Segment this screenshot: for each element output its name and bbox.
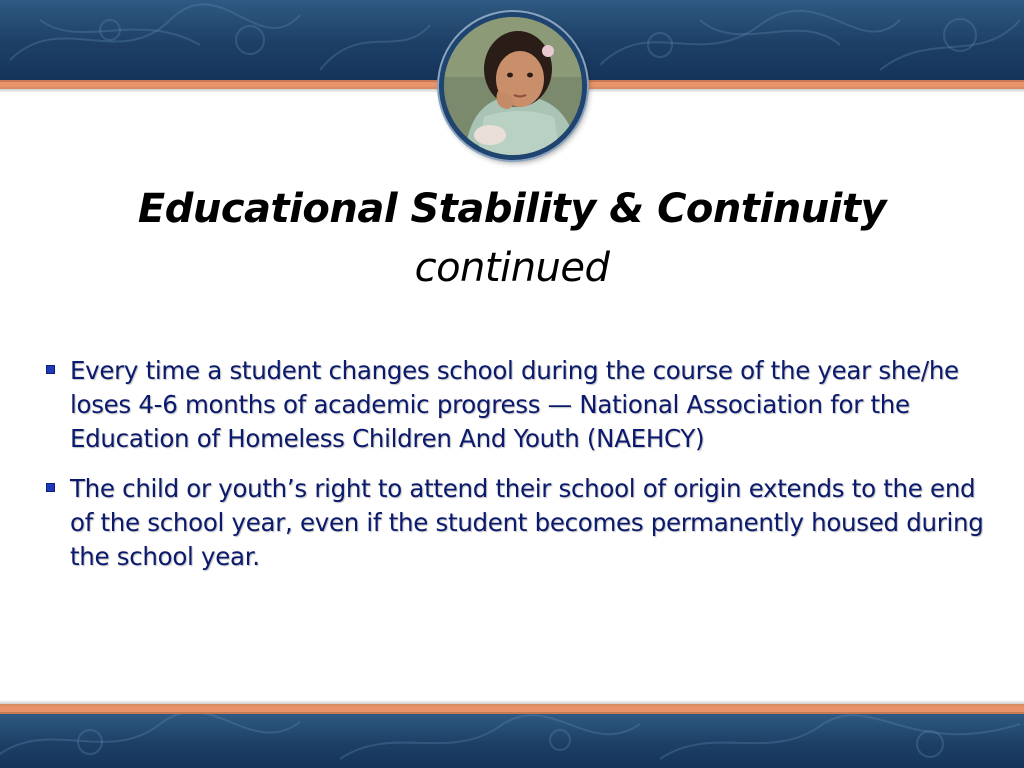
slide-title: Educational Stability & Continuity bbox=[137, 186, 887, 232]
bullet-text: Every time a student changes school during the course of the year she/he loses 4-6 months of academic progress — National Association for the Education of Homeless Children And Youth (NAEHCY) bbox=[70, 356, 959, 453]
bullet-item bbox=[46, 472, 996, 574]
portrait-image bbox=[439, 12, 587, 160]
footer-stripe bbox=[0, 704, 1024, 714]
square-bullet-icon bbox=[46, 483, 55, 492]
slide-subtitle: continued bbox=[414, 245, 610, 291]
square-bullet-icon bbox=[46, 365, 55, 374]
bullet-list bbox=[46, 354, 996, 590]
footer-band bbox=[0, 714, 1024, 768]
child-photo bbox=[444, 17, 587, 160]
footer-band-pattern bbox=[0, 714, 1024, 768]
bullet-item bbox=[46, 354, 996, 456]
bullet-text: The child or youth’s right to attend their school of origin extends to the end of the school year, even if the student becomes permanently housed during the school year. bbox=[70, 474, 984, 571]
